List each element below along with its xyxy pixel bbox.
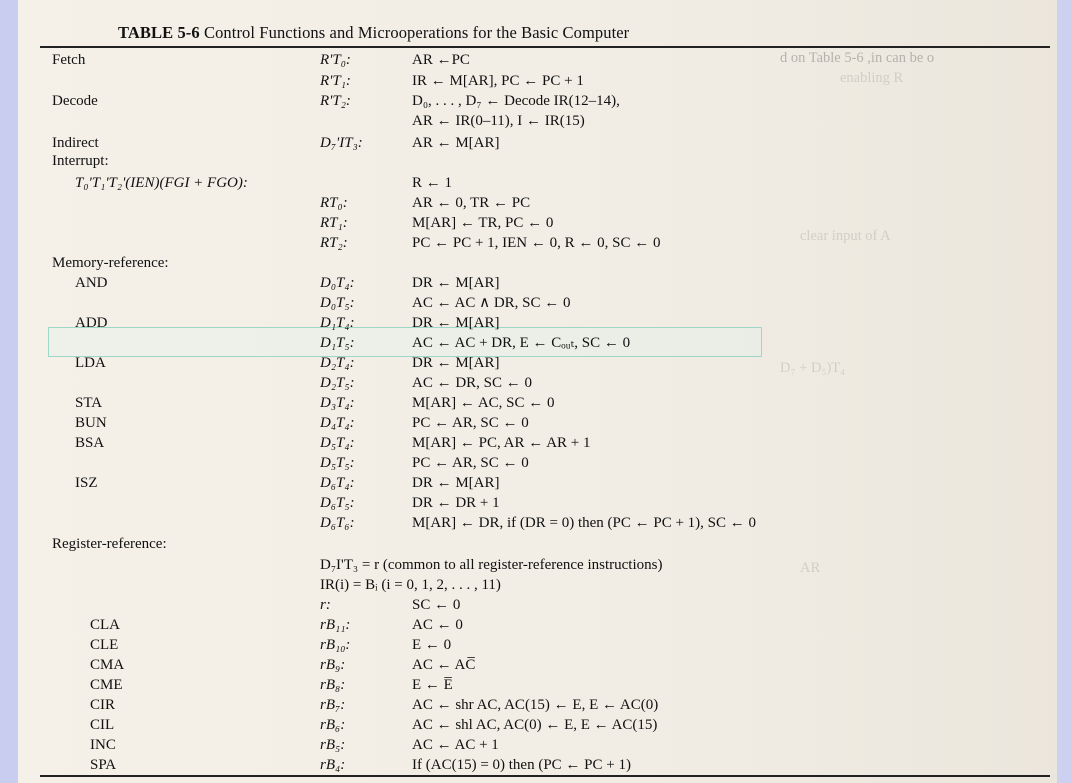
table-row	[0, 193, 1071, 213]
table-row	[0, 151, 1071, 171]
table-row	[0, 413, 1071, 433]
row-label: Interrupt:	[52, 153, 109, 169]
table-caption: Control Functions and Microoperations for the Basic Computer	[203, 23, 630, 42]
control-function: D₀T₅:	[320, 295, 355, 311]
table-row	[0, 213, 1071, 233]
microoperation: AR ← 0, TR ← PC	[412, 195, 531, 211]
top-rule	[40, 46, 1050, 48]
microoperation: AC ← 0	[412, 617, 463, 633]
control-function: r:	[320, 597, 331, 613]
microoperation: DR ← M[AR]	[412, 275, 500, 291]
row-label: Indirect	[52, 135, 99, 151]
microoperation: AC ← AC + 1	[412, 737, 499, 753]
table-row	[0, 473, 1071, 493]
control-function: RT₀:	[320, 195, 348, 211]
microoperation: PC ← AR, SC ← 0	[412, 415, 529, 431]
control-function: R'T₁:	[320, 73, 351, 89]
microoperation: AC ← AC ∧ DR, SC ← 0	[412, 295, 571, 311]
microoperation: PC ← AR, SC ← 0	[412, 455, 529, 471]
microoperation: M[AR] ← TR, PC ← 0	[412, 215, 554, 231]
bleed-text: d on Table 5-6 ,in can be o	[780, 50, 935, 66]
microoperation: AC ← shr AC, AC(15) ← E, E ← AC(0)	[412, 697, 659, 713]
microoperation: AC ← AC + DR, E ← Cₒᵤₜ, SC ← 0	[412, 335, 631, 351]
row-label: CIL	[90, 717, 115, 733]
row-label: CLE	[90, 637, 119, 653]
table-row	[0, 755, 1071, 775]
row-label: SPA	[90, 757, 117, 773]
row-label: T₀'T₁'T₂'(IEN)(FGI + FGO):	[75, 175, 248, 191]
row-label: INC	[90, 737, 116, 753]
microoperation: AR ←PC	[412, 52, 470, 68]
microoperation: DR ← M[AR]	[412, 315, 500, 331]
bleed-text: clear input of A	[800, 228, 891, 244]
control-function: R'T₀:	[320, 52, 351, 68]
row-label: Fetch	[52, 52, 86, 68]
microoperation: D₇I'T₃ = r (common to all register-reference instructions)	[320, 557, 663, 573]
microoperation: DR ← M[AR]	[412, 475, 500, 491]
microoperation: R ← 1	[412, 175, 453, 191]
control-function: D₆T₆:	[320, 515, 355, 531]
table-row	[0, 91, 1071, 111]
table-row	[0, 50, 1071, 70]
row-label: CIR	[90, 697, 116, 713]
microoperation: M[AR] ← DR, if (DR = 0) then (PC ← PC + 1), SC ← 0	[412, 515, 757, 531]
control-function: R'T₂:	[320, 93, 351, 109]
bleed-text: enabling R	[840, 70, 904, 86]
row-label: LDA	[75, 355, 106, 371]
table-row	[0, 513, 1071, 533]
table-row	[0, 555, 1071, 575]
table-row	[0, 353, 1071, 373]
table-row	[0, 71, 1071, 91]
table-row	[0, 433, 1071, 453]
microoperation: AC ← DR, SC ← 0	[412, 375, 533, 391]
table-row	[0, 695, 1071, 715]
microoperation: DR ← M[AR]	[412, 355, 500, 371]
table-row	[0, 253, 1071, 273]
table-row	[0, 675, 1071, 695]
table-row	[0, 293, 1071, 313]
microoperation: IR ← M[AR], PC ← PC + 1	[412, 73, 584, 89]
control-function: rB₇:	[320, 697, 346, 713]
table-row	[0, 111, 1071, 131]
table-row	[0, 595, 1071, 615]
control-function: D₇'IT₃:	[320, 135, 363, 151]
microoperation: IR(i) = Bᵢ (i = 0, 1, 2, . . . , 11)	[320, 577, 501, 593]
control-function: rB₁₁:	[320, 617, 351, 633]
table-number: TABLE 5-6	[118, 23, 200, 42]
table-row	[0, 635, 1071, 655]
row-label: BUN	[75, 415, 107, 431]
table-row	[0, 273, 1071, 293]
row-label: Memory-reference:	[52, 255, 169, 271]
table-row	[0, 615, 1071, 635]
table-row	[0, 715, 1071, 735]
microoperation: SC ← 0	[412, 597, 461, 613]
row-label: CMA	[90, 657, 125, 673]
microoperation: AC ← AC̅	[412, 657, 476, 673]
table-title	[118, 23, 998, 43]
control-function: D₅T₄:	[320, 435, 355, 451]
table-row	[0, 233, 1071, 253]
control-function: D₅T₅:	[320, 455, 355, 471]
table-row	[0, 133, 1071, 153]
microoperation: E ← E̅	[412, 677, 453, 693]
control-function: D₁T₄:	[320, 315, 355, 331]
control-function: D₆T₄:	[320, 475, 355, 491]
table-row	[0, 313, 1071, 333]
control-function: D₂T₅:	[320, 375, 355, 391]
table-row	[0, 173, 1071, 193]
microoperation: If (AC(15) = 0) then (PC ← PC + 1)	[412, 757, 631, 773]
microoperation: AR ← M[AR]	[412, 135, 500, 151]
row-label: AND	[75, 275, 108, 291]
control-function: rB₅:	[320, 737, 346, 753]
bleed-text: AR	[800, 560, 821, 576]
control-function: rB₁₀:	[320, 637, 351, 653]
microoperation: AR ← IR(0–11), I ← IR(15)	[412, 113, 585, 129]
row-label: CME	[90, 677, 123, 693]
table-row	[0, 493, 1071, 513]
control-function: D₂T₄:	[320, 355, 355, 371]
row-label: Decode	[52, 93, 98, 109]
row-label: ADD	[75, 315, 108, 331]
microoperation: PC ← PC + 1, IEN ← 0, R ← 0, SC ← 0	[412, 235, 661, 251]
control-function: RT₁:	[320, 215, 348, 231]
table-row	[0, 373, 1071, 393]
row-label: ISZ	[75, 475, 98, 491]
table-row	[0, 393, 1071, 413]
table-row	[0, 453, 1071, 473]
microoperation: E ← 0	[412, 637, 452, 653]
microoperation: DR ← DR + 1	[412, 495, 500, 511]
bottom-rule	[40, 775, 1050, 777]
row-label: STA	[75, 395, 103, 411]
microoperation: M[AR] ← PC, AR ← AR + 1	[412, 435, 591, 451]
row-label: BSA	[75, 435, 105, 451]
control-function: D₀T₄:	[320, 275, 355, 291]
row-label: Register-reference:	[52, 536, 167, 552]
control-function: rB₆:	[320, 717, 346, 733]
table-row	[0, 333, 1071, 353]
table-row	[0, 735, 1071, 755]
table-row	[0, 534, 1071, 554]
control-function: D₃T₄:	[320, 395, 355, 411]
control-function: D₆T₅:	[320, 495, 355, 511]
microoperation: D₀, . . . , D₇ ← Decode IR(12–14),	[412, 93, 620, 109]
microoperation: M[AR] ← AC, SC ← 0	[412, 395, 555, 411]
control-function: D₁T₅:	[320, 335, 355, 351]
control-function: D₄T₄:	[320, 415, 355, 431]
bleed-text: D₇ + D₅)T₄	[780, 360, 846, 376]
table-row	[0, 655, 1071, 675]
control-function: rB₈:	[320, 677, 346, 693]
control-function: rB₉:	[320, 657, 346, 673]
control-function: RT₂:	[320, 235, 348, 251]
row-label: CLA	[90, 617, 120, 633]
microoperation: AC ← shl AC, AC(0) ← E, E ← AC(15)	[412, 717, 658, 733]
table-row	[0, 575, 1071, 595]
control-function: rB₄:	[320, 757, 346, 773]
